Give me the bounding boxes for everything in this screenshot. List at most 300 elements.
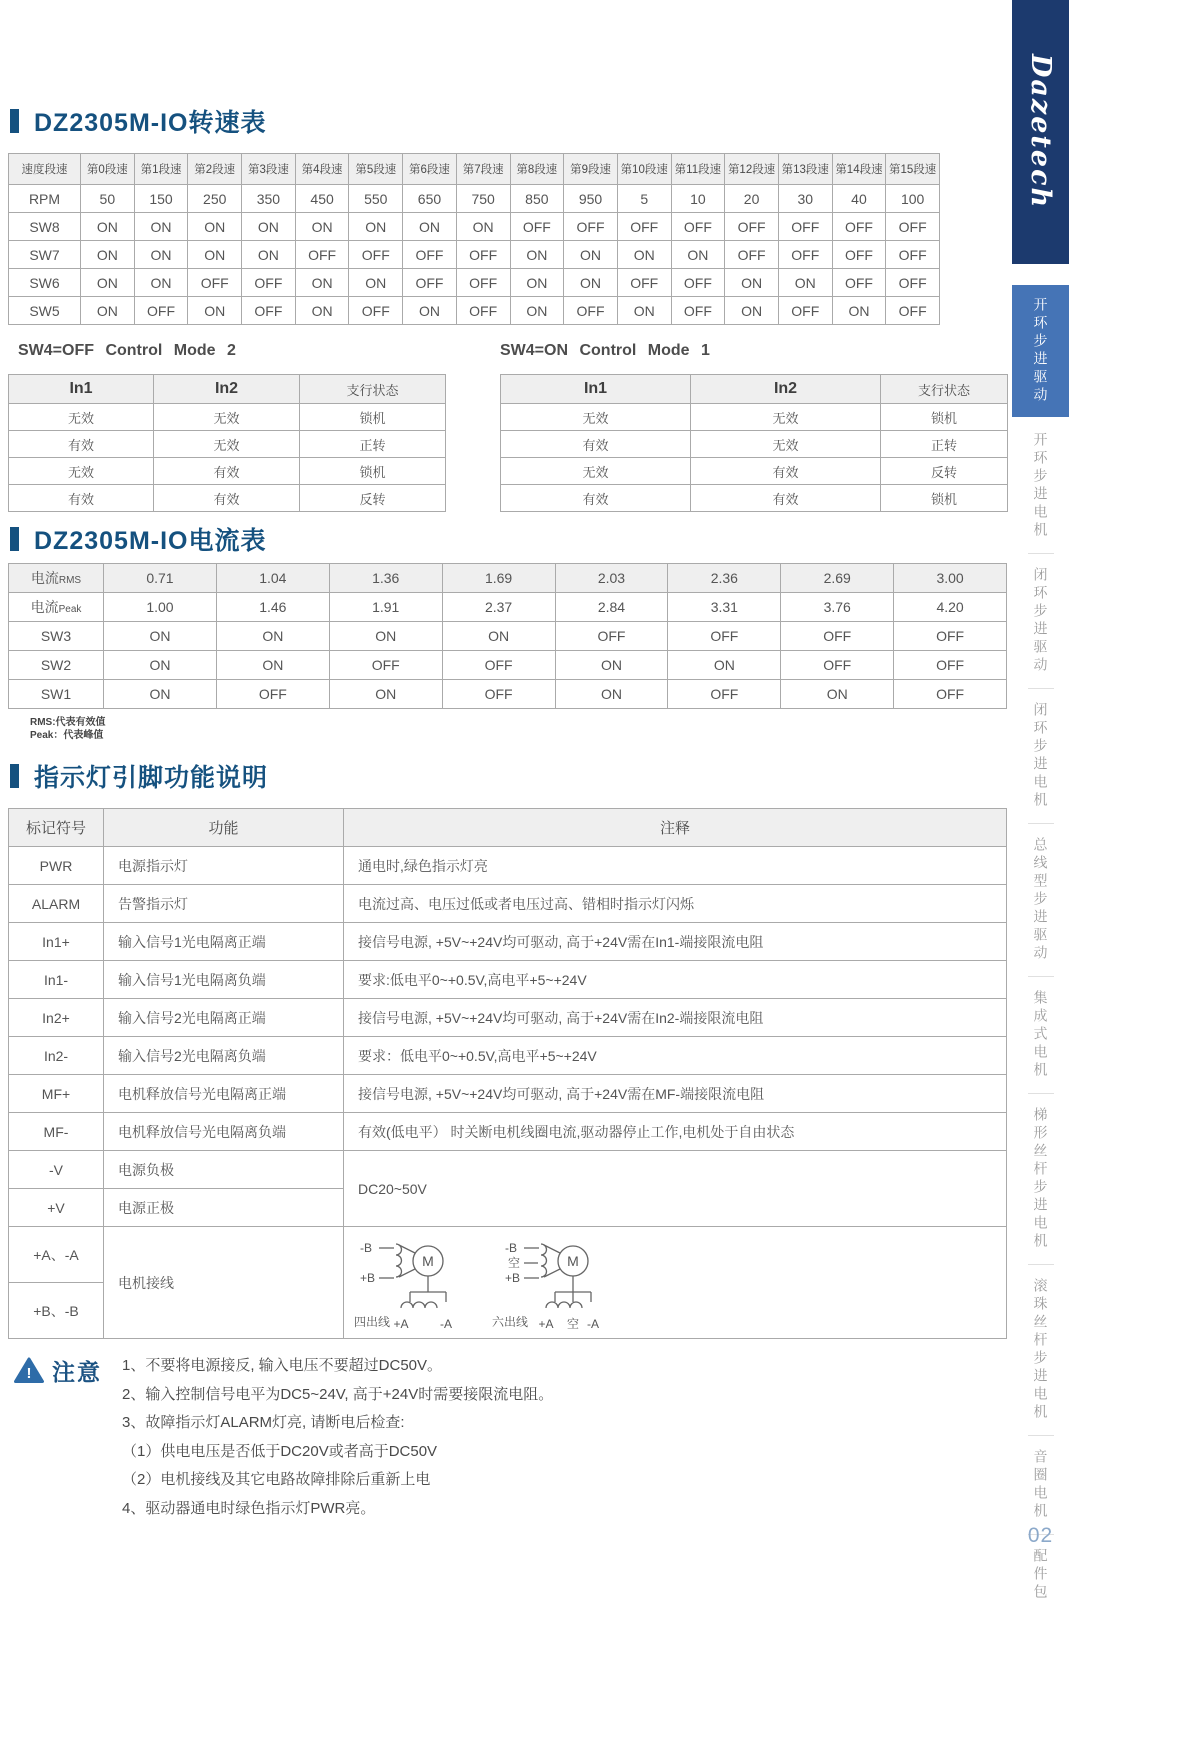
table-cell: OFF — [894, 680, 1007, 709]
table-cell: ON — [81, 213, 135, 241]
table-cell: OFF — [832, 269, 886, 297]
table-cell: 40 — [832, 185, 886, 213]
table-row — [9, 1037, 1007, 1075]
column-header: 速度段速 — [9, 154, 81, 185]
table-cell: ON — [456, 213, 510, 241]
column-header: 第1段速 — [134, 154, 188, 185]
table-cell: 2.37 — [442, 593, 555, 622]
table-cell: ON — [349, 269, 403, 297]
label-main: SW2 — [40, 657, 72, 673]
pin-function: 电机释放信号光电隔离负端 — [104, 1113, 344, 1151]
row-label — [9, 622, 104, 651]
table-cell: ON — [134, 213, 188, 241]
label-main: 电流 — [30, 599, 59, 615]
table-cell: 2.36 — [668, 564, 781, 593]
warning-item: 1、不要将电源接反, 输入电压不要超过DC50V。 — [122, 1357, 443, 1374]
pin-symbol: In2+ — [9, 999, 104, 1037]
pin-note: 接信号电源, +5V~+24V均可驱动, 高于+24V需在MF-端接限流电阻 — [344, 1075, 1007, 1113]
table-cell: 1.91 — [329, 593, 442, 622]
pin-note: 有效(低电平） 时关断电机线圈电流,驱动器停止工作,电机处于自由状态 — [344, 1113, 1007, 1151]
table-cell: ON — [555, 680, 668, 709]
pin-function: 电源指示灯 — [104, 847, 344, 885]
table-cell: OFF — [295, 241, 349, 269]
table-row — [501, 404, 1008, 431]
pin-function: 输入信号1光电隔离正端 — [104, 923, 344, 961]
table-cell: OFF — [886, 297, 940, 325]
table-cell: 1.36 — [329, 564, 442, 593]
table-cell: OFF — [671, 269, 725, 297]
table-cell: ON — [668, 651, 781, 680]
pin-function-motor: 电机接线 — [104, 1227, 344, 1339]
pin-symbol: ALARM — [9, 885, 104, 923]
brand-logo: Dazetech — [1025, 54, 1056, 210]
row-label — [9, 651, 104, 680]
table-cell: 5 — [617, 185, 671, 213]
table-row — [9, 651, 1007, 680]
table-row — [9, 961, 1007, 999]
table-cell: ON — [295, 213, 349, 241]
wire-label: +B — [360, 1270, 376, 1285]
column-header: 第2段速 — [188, 154, 242, 185]
table-row — [9, 564, 1007, 593]
pin-symbol: +B、-B — [9, 1283, 104, 1339]
table-cell: 有效 — [9, 431, 154, 458]
warning-label: 注意 — [52, 1359, 102, 1385]
sidebar-tab-integrated-motor[interactable]: 集成式电机 — [1032, 990, 1049, 1080]
table-row — [9, 923, 1007, 961]
row-label: SW7 — [9, 241, 81, 269]
table-cell: 有效 — [501, 431, 691, 458]
table-cell: 有效 — [154, 485, 300, 512]
table-cell: ON — [104, 622, 217, 651]
table-header-row — [9, 154, 940, 185]
table-cell: OFF — [216, 680, 329, 709]
table-cell: OFF — [403, 241, 457, 269]
pin-function: 电源负极 — [104, 1151, 344, 1189]
table-cell: 无效 — [9, 458, 154, 485]
sidebar-tab-accessories[interactable]: 配件包 — [1032, 1548, 1049, 1602]
column-header: 第14段速 — [832, 154, 886, 185]
table-cell: OFF — [442, 680, 555, 709]
sidebar-tab-bus-driver[interactable]: 总线型步进驱动 — [1032, 837, 1049, 963]
table-cell: 反转 — [881, 458, 1008, 485]
table-header-row — [501, 375, 1008, 404]
table-cell: 650 — [403, 185, 457, 213]
table-cell: 0.71 — [104, 564, 217, 593]
table-row — [9, 458, 446, 485]
table-cell: OFF — [242, 297, 296, 325]
table-cell: 10 — [671, 185, 725, 213]
pin-symbol: MF+ — [9, 1075, 104, 1113]
table-cell: ON — [403, 213, 457, 241]
pin-note: 通电时,绿色指示灯亮 — [344, 847, 1007, 885]
table-cell: ON — [104, 680, 217, 709]
label-main: SW3 — [40, 628, 72, 644]
table-cell: 有效 — [691, 458, 881, 485]
table-cell: 无效 — [154, 404, 300, 431]
table-cell: ON — [134, 269, 188, 297]
footnote-line: Peak：代表峰值 — [30, 730, 104, 741]
section-title-text: DZ2305M-IO转速表 — [34, 109, 267, 137]
table-cell: 100 — [886, 185, 940, 213]
table-cell: ON — [295, 297, 349, 325]
row-label: RPM — [9, 185, 81, 213]
table-cell: 无效 — [9, 404, 154, 431]
row-label: SW8 — [9, 213, 81, 241]
table-cell: 锁机 — [300, 458, 446, 485]
section-title-pins — [10, 758, 268, 794]
table-cell: OFF — [510, 213, 564, 241]
wire-label: +A — [393, 1316, 409, 1331]
column-header: In1 — [9, 375, 154, 404]
table-cell: OFF — [456, 269, 510, 297]
pin-note: 要求:低电平0~+0.5V,高电平+5~+24V — [344, 961, 1007, 999]
sidebar-tab-closed-loop-motor[interactable]: 闭环步进电机 — [1032, 702, 1049, 810]
table-cell: ON — [216, 622, 329, 651]
table-cell: ON — [403, 297, 457, 325]
pin-symbol: In1+ — [9, 923, 104, 961]
table-cell: ON — [329, 680, 442, 709]
table-header-row — [9, 809, 1007, 847]
table-cell: ON — [81, 297, 135, 325]
table-cell: OFF — [671, 213, 725, 241]
sidebar-tab-closed-loop-driver[interactable]: 闭环步进驱动 — [1032, 567, 1049, 675]
table-cell: OFF — [886, 269, 940, 297]
row-label — [9, 593, 104, 622]
table-cell: 有效 — [691, 485, 881, 512]
mode1-title: SW4=ON Control Mode 1 — [500, 342, 710, 359]
table-header-row — [9, 375, 446, 404]
table-cell: OFF — [242, 269, 296, 297]
tab-divider — [1028, 976, 1054, 977]
table-cell: ON — [329, 622, 442, 651]
section-title-text: 指示灯引脚功能说明 — [34, 764, 269, 792]
column-header: 第8段速 — [510, 154, 564, 185]
wire-label: +A — [538, 1316, 554, 1331]
table-cell: ON — [216, 651, 329, 680]
sidebar-tab-voice-coil-motor[interactable]: 音圈电机 — [1032, 1449, 1049, 1521]
table-cell: ON — [671, 241, 725, 269]
table-cell: 2.69 — [781, 564, 894, 593]
wire-label: 空 — [566, 1316, 580, 1331]
table-row — [9, 269, 940, 297]
column-header: 第10段速 — [617, 154, 671, 185]
tab-divider — [1028, 553, 1054, 554]
table-cell: 无效 — [501, 458, 691, 485]
pin-symbol: -V — [9, 1151, 104, 1189]
pin-function-table — [8, 808, 1007, 1339]
table-cell: ON — [442, 622, 555, 651]
sidebar — [1012, 0, 1069, 1760]
table-row — [9, 847, 1007, 885]
table-cell: OFF — [832, 241, 886, 269]
table-row — [501, 485, 1008, 512]
label-main: 电流 — [30, 570, 59, 586]
table-row — [9, 1075, 1007, 1113]
table-cell: OFF — [456, 297, 510, 325]
table-cell: OFF — [778, 241, 832, 269]
table-cell: ON — [564, 269, 618, 297]
table-cell: 750 — [456, 185, 510, 213]
pin-function: 电机释放信号光电隔离正端 — [104, 1075, 344, 1113]
table-row — [9, 1227, 1007, 1283]
pin-function: 告警指示灯 — [104, 885, 344, 923]
table-cell: 正转 — [300, 431, 446, 458]
motor-wiring-diagram — [352, 1232, 642, 1334]
table-cell: OFF — [349, 241, 403, 269]
table-cell: 1.69 — [442, 564, 555, 593]
pin-note: 要求：低电平0~+0.5V,高电平+5~+24V — [344, 1037, 1007, 1075]
warning-item: 2、输入控制信号电平为DC5~24V, 高于+24V时需要接限流电阻。 — [122, 1385, 554, 1403]
column-header: In1 — [501, 375, 691, 404]
pin-function: 电源正极 — [104, 1189, 344, 1227]
pin-note: 电流过高、电压过低或者电压过高、错相时指示灯闪烁 — [344, 885, 1007, 923]
table-cell: OFF — [781, 651, 894, 680]
table-cell: OFF — [329, 651, 442, 680]
table-cell: 2.03 — [555, 564, 668, 593]
four-wire-label: 四出线 — [354, 1314, 391, 1329]
table-cell: 有效 — [9, 485, 154, 512]
motor-symbol: M — [567, 1252, 579, 1269]
table-cell: OFF — [403, 269, 457, 297]
table-cell: OFF — [778, 213, 832, 241]
table-cell: 450 — [295, 185, 349, 213]
table-cell: OFF — [886, 241, 940, 269]
column-header: 第5段速 — [349, 154, 403, 185]
column-header: 第13段速 — [778, 154, 832, 185]
section-marker — [10, 109, 19, 133]
column-header: 支行状态 — [881, 375, 1008, 404]
column-header: 支行状态 — [300, 375, 446, 404]
wire-label: +B — [505, 1270, 521, 1285]
wire-label: 空 — [508, 1255, 521, 1270]
pin-note: 接信号电源, +5V~+24V均可驱动, 高于+24V需在In1-端接限流电阻 — [344, 923, 1007, 961]
table-cell: 150 — [134, 185, 188, 213]
table-cell: ON — [725, 297, 779, 325]
table-cell: 3.76 — [781, 593, 894, 622]
row-label — [9, 680, 104, 709]
pin-symbol: +A、-A — [9, 1227, 104, 1283]
column-header: 第4段速 — [295, 154, 349, 185]
table-cell: OFF — [564, 213, 618, 241]
warning-header — [14, 1354, 102, 1387]
table-cell: OFF — [134, 297, 188, 325]
section-marker — [10, 764, 19, 788]
pin-function: 输入信号2光电隔离负端 — [104, 1037, 344, 1075]
warning-item: （1）供电电压是否低于DC20V或者高于DC50V — [122, 1442, 438, 1460]
pin-symbol: +V — [9, 1189, 104, 1227]
table-cell: 550 — [349, 185, 403, 213]
sidebar-tab-open-loop-driver[interactable]: 开环步进驱动 — [1012, 285, 1069, 417]
warning-item: （2）电机接线及其它电路故障排除后重新上电 — [122, 1471, 431, 1488]
table-cell: ON — [832, 297, 886, 325]
table-cell: 2.84 — [555, 593, 668, 622]
column-header: 标记符号 — [9, 809, 104, 847]
mode2-title: SW4=OFF Control Mode 2 — [18, 342, 236, 359]
row-label: SW5 — [9, 297, 81, 325]
tab-divider — [1028, 1093, 1054, 1094]
table-cell: ON — [510, 269, 564, 297]
table-cell: 有效 — [154, 458, 300, 485]
motor-symbol: M — [422, 1252, 434, 1269]
tab-divider — [1028, 1264, 1054, 1265]
table-cell: 有效 — [501, 485, 691, 512]
column-header: 功能 — [104, 809, 344, 847]
column-header: 第9段速 — [564, 154, 618, 185]
table-cell: 无效 — [154, 431, 300, 458]
sidebar-tab-ball-screw-motor[interactable]: 滚珠丝杆步进电机 — [1032, 1278, 1049, 1422]
wire-label: -B — [360, 1240, 372, 1255]
table-row — [9, 1113, 1007, 1151]
table-cell: ON — [242, 241, 296, 269]
table-cell: OFF — [442, 651, 555, 680]
table-cell: 30 — [778, 185, 832, 213]
table-cell: 350 — [242, 185, 296, 213]
table-cell: ON — [617, 297, 671, 325]
table-cell: ON — [104, 651, 217, 680]
six-wire-label: 六出线 — [492, 1314, 529, 1329]
warning-item: 4、驱动器通电时绿色指示灯PWR亮。 — [122, 1499, 376, 1517]
table-row — [9, 241, 940, 269]
table-row — [9, 622, 1007, 651]
page-number: 02 — [1027, 1524, 1054, 1547]
table-cell: 锁机 — [300, 404, 446, 431]
table-cell: 3.31 — [668, 593, 781, 622]
wire-label: -A — [440, 1316, 452, 1331]
table-row — [9, 593, 1007, 622]
table-cell: 正转 — [881, 431, 1008, 458]
table-cell: OFF — [725, 213, 779, 241]
pin-symbol: In2- — [9, 1037, 104, 1075]
table-cell: 50 — [81, 185, 135, 213]
table-cell: 1.00 — [104, 593, 217, 622]
table-cell: 3.00 — [894, 564, 1007, 593]
table-cell: 锁机 — [881, 485, 1008, 512]
label-main: SW1 — [40, 686, 72, 702]
table-cell: OFF — [781, 622, 894, 651]
tab-divider — [1028, 688, 1054, 689]
table-cell: 1.04 — [216, 564, 329, 593]
table-cell: ON — [188, 213, 242, 241]
table-cell: ON — [510, 297, 564, 325]
warning-icon — [14, 1357, 44, 1384]
table-cell: ON — [81, 269, 135, 297]
table-cell: 无效 — [501, 404, 691, 431]
warning-items — [122, 1352, 553, 1523]
sidebar-tabs — [1012, 285, 1069, 1611]
table-cell: OFF — [617, 213, 671, 241]
motor-wiring-cell — [344, 1227, 1007, 1339]
mode1-table — [500, 374, 1008, 512]
pin-function: 输入信号2光电隔离正端 — [104, 999, 344, 1037]
pin-note-power: DC20~50V — [344, 1151, 1007, 1227]
table-cell: ON — [781, 680, 894, 709]
table-row — [9, 1151, 1007, 1189]
column-header: 第12段速 — [725, 154, 779, 185]
table-cell: ON — [510, 241, 564, 269]
table-cell: ON — [134, 241, 188, 269]
sidebar-tab-open-loop-motor[interactable]: 开环步进电机 — [1032, 432, 1049, 540]
table-cell: OFF — [894, 651, 1007, 680]
pin-symbol: In1- — [9, 961, 104, 999]
table-row — [501, 431, 1008, 458]
table-row — [9, 297, 940, 325]
table-cell: 1.46 — [216, 593, 329, 622]
section-title-current — [10, 521, 266, 557]
table-row — [9, 885, 1007, 923]
table-cell: OFF — [778, 297, 832, 325]
table-cell: 锁机 — [881, 404, 1008, 431]
wire-label: -B — [505, 1240, 517, 1255]
column-header: 第11段速 — [671, 154, 725, 185]
column-header: 注释 — [344, 809, 1007, 847]
table-row — [9, 404, 446, 431]
table-cell: 反转 — [300, 485, 446, 512]
table-cell: ON — [188, 241, 242, 269]
sidebar-tab-trapezoidal-screw-motor[interactable]: 梯形丝杆步进电机 — [1032, 1107, 1049, 1251]
column-header: 第15段速 — [886, 154, 940, 185]
column-header: 第0段速 — [81, 154, 135, 185]
column-header: 第3段速 — [242, 154, 296, 185]
label-sub: RMS — [58, 575, 82, 586]
table-row — [501, 458, 1008, 485]
table-cell: ON — [295, 269, 349, 297]
table-cell: ON — [349, 213, 403, 241]
column-header: In2 — [691, 375, 881, 404]
table-cell: ON — [555, 651, 668, 680]
current-table — [8, 563, 1007, 709]
column-header: In2 — [154, 375, 300, 404]
section-title-speed — [10, 103, 266, 139]
table-cell: OFF — [456, 241, 510, 269]
table-cell: 850 — [510, 185, 564, 213]
section-marker — [10, 527, 19, 551]
row-label — [9, 564, 104, 593]
table-cell: ON — [778, 269, 832, 297]
rms-footnote — [30, 716, 106, 742]
wire-label: -A — [587, 1316, 599, 1331]
warning-exclamation: ! — [26, 1365, 32, 1382]
table-cell: OFF — [617, 269, 671, 297]
column-header: 第7段速 — [456, 154, 510, 185]
column-header: 第6段速 — [403, 154, 457, 185]
table-cell: ON — [81, 241, 135, 269]
table-cell: OFF — [349, 297, 403, 325]
tab-divider — [1028, 823, 1054, 824]
tab-divider — [1028, 1435, 1054, 1436]
table-cell: ON — [188, 297, 242, 325]
table-cell: OFF — [564, 297, 618, 325]
mode2-table — [8, 374, 446, 512]
table-cell: OFF — [832, 213, 886, 241]
table-cell: OFF — [668, 680, 781, 709]
table-cell: OFF — [886, 213, 940, 241]
table-cell: OFF — [894, 622, 1007, 651]
table-cell: 4.20 — [894, 593, 1007, 622]
table-row — [9, 185, 940, 213]
table-cell: OFF — [671, 297, 725, 325]
brand-logo-block — [1012, 0, 1069, 264]
table-cell: OFF — [188, 269, 242, 297]
table-cell: ON — [617, 241, 671, 269]
table-row — [9, 999, 1007, 1037]
warning-item: 3、故障指示灯ALARM灯亮, 请断电后检查: — [122, 1414, 405, 1431]
table-cell: OFF — [555, 622, 668, 651]
footnote-line: RMS:代表有效值 — [30, 717, 106, 728]
pin-note: 接信号电源, +5V~+24V均可驱动, 高于+24V需在In2-端接限流电阻 — [344, 999, 1007, 1037]
table-cell: ON — [242, 213, 296, 241]
row-label: SW6 — [9, 269, 81, 297]
